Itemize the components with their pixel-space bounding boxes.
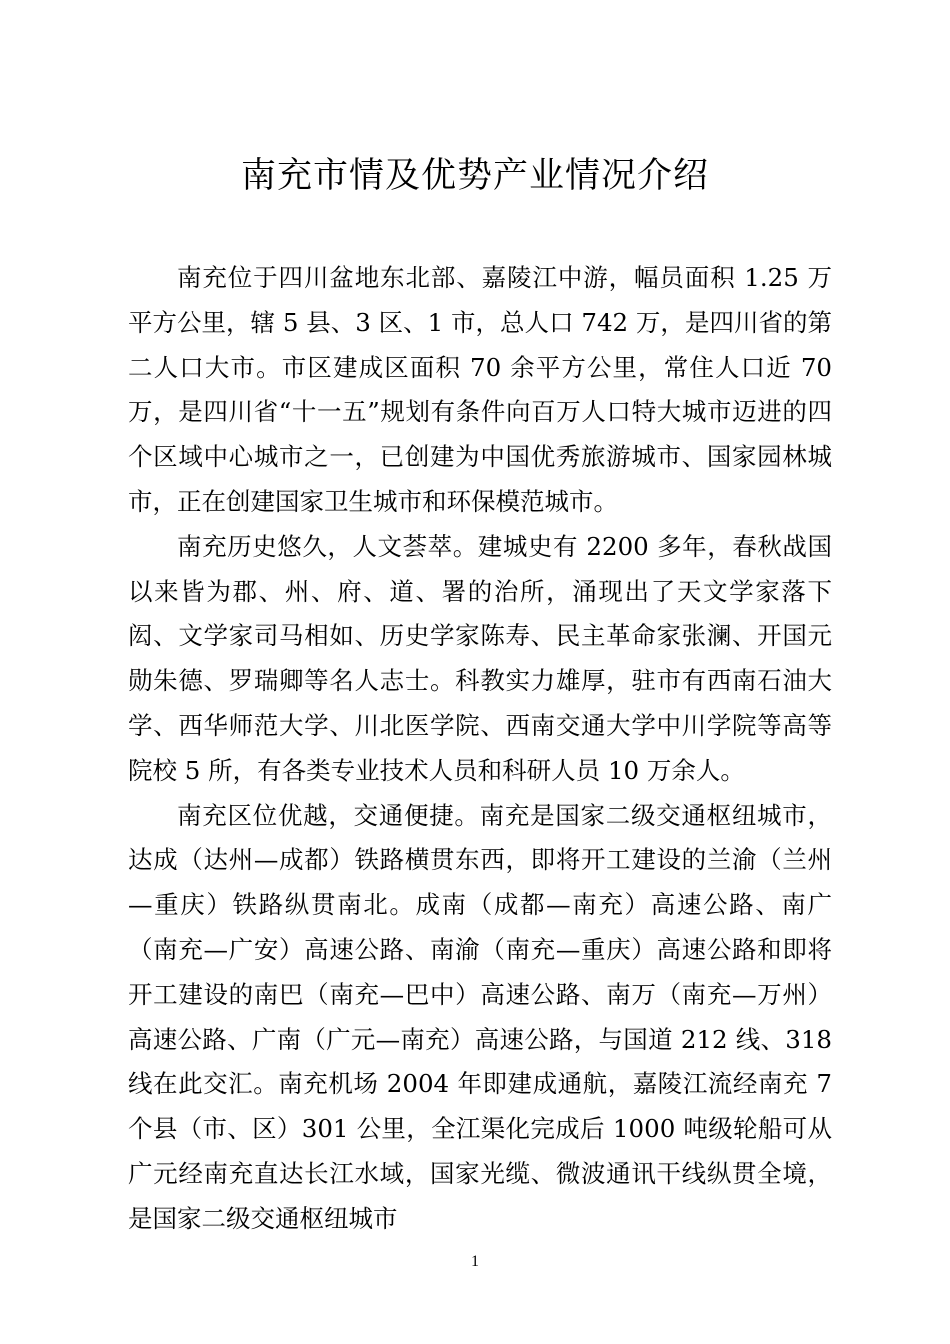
paragraph-history: 南充历史悠久，人文荟萃。建城史有 2200 多年，春秋战国以来皆为郡、州、府、道、署的治所，涌现出了天文学家落下闳、文学家司马相如、历史学家陈寿、民主革命家张澜、开国元勋朱德、罗瑞卿等名人志士。科教实力雄厚，驻市有西南石油大学、西华师范大学、川北医学院、西南交通大学中川学院等高等院校 5 所，有各类专业技术人员和科研人员 10 万余人。 — [128, 531, 832, 785]
paragraph-overview: 南充位于四川盆地东北部、嘉陵江中游，幅员面积 1.25 万平方公里，辖 5 县、3 区、1 市，总人口 742 万，是四川省的第二人口大市。市区建成区面积 70 余平方公里，常住人口近 70 万，是四川省“十一五”规划有条件向百万人口特大城市迈进的四个区域中心城市之一，已创建为中国优秀旅游城市、国家园林城市，正在创建国家卫生城市和环保模范城市。 — [128, 263, 832, 516]
page-number: 1 — [471, 1253, 479, 1270]
document-body — [128, 256, 832, 1242]
document-title: 南充市情及优势产业情况介绍 — [240, 156, 709, 196]
paragraph-transport: 南充区位优越，交通便捷。南充是国家二级交通枢纽城市，达成（达州—成都）铁路横贯东西，即将开工建设的兰渝（兰州—重庆）铁路纵贯南北。成南（成都—南充）高速公路、南广（南充—广安）高速公路、南渝（南充—重庆）高速公路和即将开工建设的南巴（南充—巴中）高速公路、南万（南充—万州）高速公路、广南（广元—南充）高速公路，与国道 212 线、318 线在此交汇。南充机场 2004 年即建成通航，嘉陵江流经南充 7 个县（市、区）301 公里，全江渠化完成后 1000 吨级轮船可从广元经南充直达长江水域，国家光缆、微波通讯干线纵贯全境，是国家二级交通枢纽城市 — [128, 800, 832, 1233]
